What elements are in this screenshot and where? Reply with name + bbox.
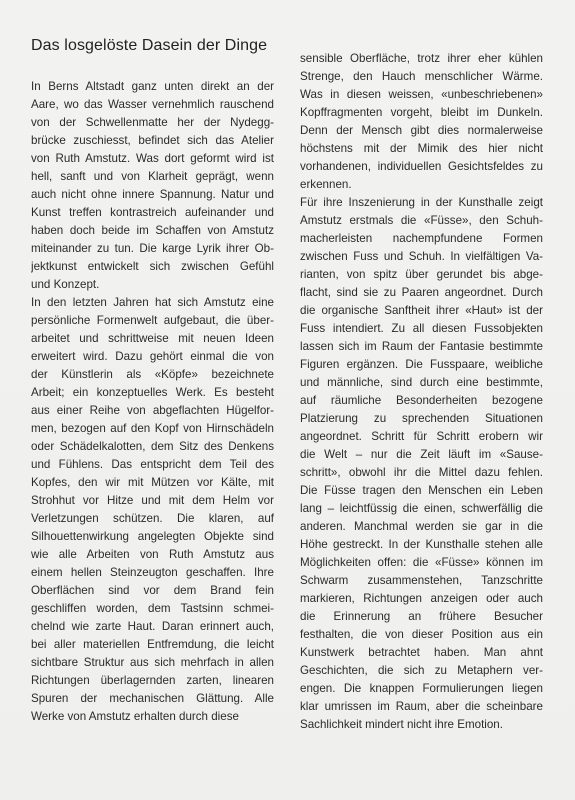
text-line: macherleisten nachempfundene Formen [300,232,543,245]
text-line: die Erinnerung an frühere Besucher [300,610,543,623]
text-line: und männliche, sind durch eine bestimmte, [300,376,543,389]
text-line: von der Schwellenmatte her der Nydegg- [31,116,274,129]
text-line: einem hellen Steinzeugton geschaffen. Ihre [31,566,274,579]
text-line: erkennen. [300,178,352,191]
text-line: Platzierung zu sprechenden Situationen [300,412,543,425]
paragraph [300,194,543,734]
right-column [300,50,543,734]
text-line: sensible Oberfläche, trotz ihrer eher kühlen [300,52,543,65]
text-line: rianten, von spitz über gerundet bis abge- [300,268,543,281]
text-line: auf räumliche Besonderheiten bezogene [300,394,543,407]
text-line: Werke von Amstutz erhalten durch diese [31,710,239,723]
text-line: von Ruth Amstutz. Was dort geformt wird ist [31,152,274,165]
text-line: persönliche Formenwelt aufgebaut, die über- [31,314,274,327]
paragraph [300,50,543,194]
text-line: bei aller materiellen Entfremdung, die leicht [31,638,274,651]
text-line: Denn der Mensch gibt dies normalerweise [300,124,543,137]
text-line: arbeitet und schrittweise mit neuen Ideen [31,332,274,345]
text-line: Kunst treffen kontrastreich aufeinander und [31,206,274,219]
text-line: chelnd wie zarte Haut. Daran erinnert auch, [31,620,274,633]
text-line: Silhouettenwirkung angelegten Objekte sind [31,530,274,543]
text-line: der Künstlerin als «Köpfe» bezeichnete [31,368,274,381]
text-line: Figuren ergänzen. Die Fusspaare, weibliche [300,358,543,371]
text-line: Kopffragmenten vorgeht, bleibt im Dunkeln. [300,106,543,119]
text-line: die Welt – nur die Zeit läuft im «Sause- [300,448,543,461]
text-line: Richtungen überlagernden zarten, linearen [31,674,274,687]
text-line: Aare, wo das Wasser vernehmlich rauschend [31,98,274,111]
text-line: lang – leichtfüssig die einen, schwerfällig die [300,502,543,515]
text-line: Was in diesen weissen, «unbeschriebenen» [300,88,543,101]
left-column [31,78,274,726]
text-line: brücke zuschiesst, befindet sich das Atelier [31,134,274,147]
text-line: wie alle Arbeiten von Ruth Amstutz aus [31,548,274,561]
text-line: engen. Die knappen Formulierungen liegen [300,682,543,695]
text-line: Kopfes, den wir mit Mützen vor Kälte, mit [31,476,274,489]
text-line: anderen. Manchmal werden sie gar in die [300,520,543,533]
text-line: Die Füsse tragen den Menschen ein Leben [300,484,543,497]
paragraph [31,294,274,726]
text-line: Amstutz erstmals die «Füsse», den Schuh- [300,214,543,227]
text-line: auch nicht ohne innere Spannung. Natur und [31,188,274,201]
text-line: festhalten, die von dieser Position aus ein [300,628,543,641]
text-line: Höhe gestreckt. In der Kunsthalle stehen alle [300,538,543,551]
text-line: Schwarm zusammenstehen, Tanzschritte [300,574,543,587]
text-line: höchstens mit der Mimik des hier nicht [300,142,543,155]
text-line: oder Schädelkalotten, dem Sitz des Denkens [31,440,274,453]
text-line: flacht, sind sie zu Paaren angeordnet. Durch [300,286,543,299]
text-line: erweitert wird. Dazu gehört einmal die von [31,350,274,363]
text-line: und Fühlens. Das entspricht dem Teil des [31,458,274,471]
article-title: Das losgelöste Dasein der Dinge [31,37,268,54]
text-line: die organische Sanftheit ihrer «Haut» ist der [300,304,543,317]
text-line: Spuren der mechanischen Glättung. Alle [31,692,274,705]
text-line: haben doch beide im Schaffen von Amstutz [31,224,274,237]
text-line: Kunstwerk betrachtet haben. Man ahnt [300,646,543,659]
text-line: zwischen Fuss und Schuh. In vielfältigen Va- [300,250,543,263]
text-line: Arbeit; ein konzeptuelles Werk. Es besteht [31,386,274,399]
text-line: sichtbare Struktur aus sich mehrfach in allen [31,656,274,669]
text-line: In Berns Altstadt ganz unten direkt an der [31,80,274,93]
text-line: hell, sanft und von Klarheit geprägt, wenn [31,170,274,183]
text-line: jektkunst entwickelt sich zwischen Gefühl [31,260,274,273]
text-line: schritt», obwohl ihr die Mittel dazu fehlen. [300,466,543,479]
paragraph [31,78,274,294]
text-line: geschliffen worden, dem Tastsinn schmei- [31,602,274,615]
text-line: Für ihre Inszenierung in der Kunsthalle zeigt [300,196,543,209]
text-line: Möglichkeiten offen: die «Füsse» können im [300,556,543,569]
text-line: angeordnet. Schritt für Schritt erobern wir [300,430,543,443]
text-line: lassen sich im Raum der Fantasie bestimmte [300,340,543,353]
text-line: aus einer Reihe von abgeflachten Hügelfor- [31,404,274,417]
text-line: Strenge, den Hauch menschlicher Wärme. [300,70,543,83]
text-line: Fuss intendiert. Zu all diesen Fussobjekten [300,322,543,335]
text-line: men, bezogen auf den Kopf von Hirnschädeln [31,422,274,435]
text-line: Verletzungen schützen. Die klaren, auf [31,512,274,525]
text-line: Geschichten, die sich zu Metaphern ver- [300,664,543,677]
text-line: miteinander zu tun. Die karge Lyrik ihrer Ob- [31,242,274,255]
text-line: Sachlichkeit mindert nicht ihre Emotion. [300,718,503,731]
text-line: klar umrissen im Raum, aber die scheinbare [300,700,543,713]
text-line: und Konzept. [31,278,100,291]
text-line: Strohhut vor Hitze und mit dem Helm vor [31,494,274,507]
text-line: vorhandenen, individuellen Gesichtsfeldes zu [300,160,543,173]
text-line: Oberflächen sind vor dem Brand fein [31,584,274,597]
text-line: In den letzten Jahren hat sich Amstutz eine [31,296,274,309]
text-line: markieren, Richtungen anzeigen oder auch [300,592,543,605]
